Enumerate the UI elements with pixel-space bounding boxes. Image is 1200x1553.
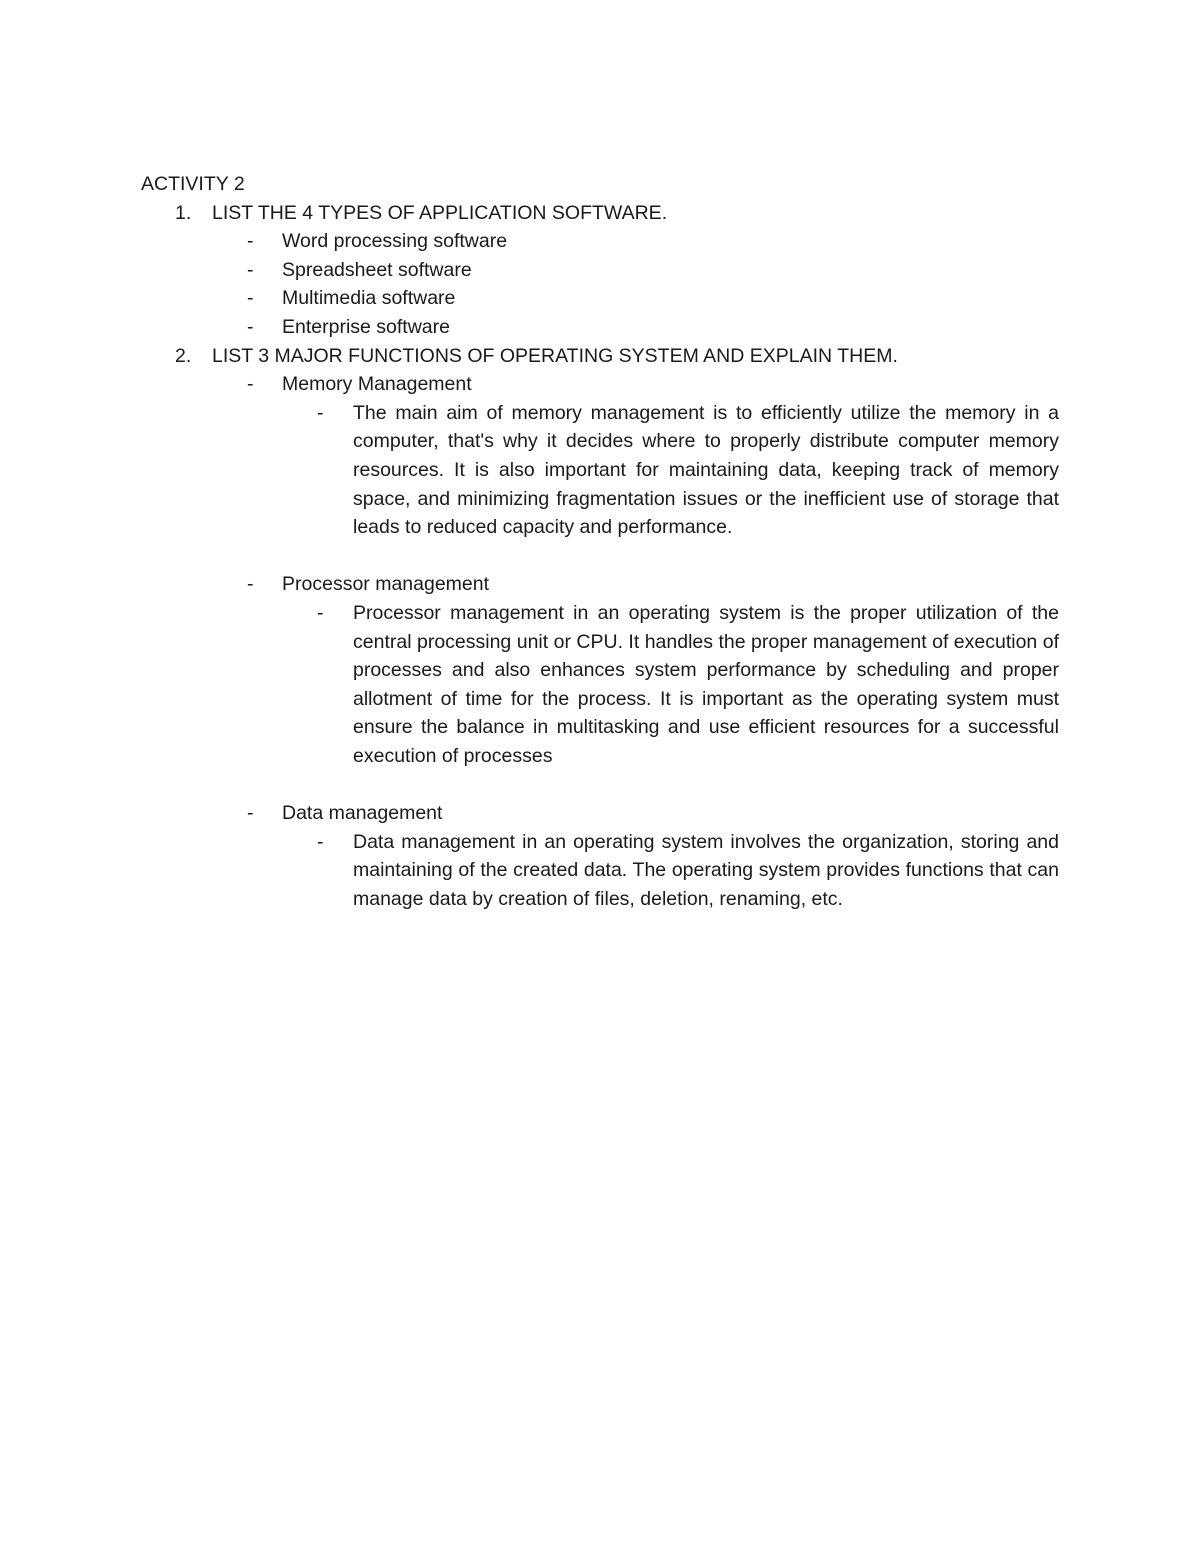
paragraph-gap <box>141 770 1059 799</box>
software-type-label: Word processing software <box>282 230 508 253</box>
document-body <box>141 170 1059 913</box>
function-name: Data management <box>282 802 443 825</box>
function-heading <box>141 370 1059 399</box>
function-name: Memory Management <box>282 373 472 396</box>
question-1-number: 1. <box>175 201 192 224</box>
bullet-dash: - <box>247 287 254 310</box>
software-type-label: Multimedia software <box>282 287 456 310</box>
paragraph-gap <box>141 542 1059 571</box>
function-explanation-text: Processor management in an operating system is the proper utilization of the central processing unit or CPU. It handles the proper management of execution of processes and also enhances system performance by scheduling and proper allotment of time for the process. It is important as the operating system must ensure the balance in multitasking and use efficient resources for a successful execution of processes <box>353 601 1059 767</box>
function-explanation-text: The main aim of memory management is to efficiently utilize the memory in a computer, that's why it decides where to properly distribute computer memory resources. It is also important for maintaining data, keeping track of memory space, and minimizing fragmentation issues or the inefficient use of storage that leads to reduced capacity and performance. <box>353 401 1059 539</box>
question-2-number: 2. <box>175 344 192 367</box>
bullet-dash: - <box>247 258 254 281</box>
function-explanation-block <box>141 399 1059 542</box>
software-type-label: Spreadsheet software <box>282 258 472 281</box>
activity-title: ACTIVITY 2 <box>141 173 245 195</box>
bullet-dash: - <box>317 601 324 624</box>
function-explanation <box>317 828 1059 914</box>
function-explanation-block <box>141 599 1059 771</box>
question-1 <box>141 199 1059 228</box>
list-item <box>141 227 1059 256</box>
bullet-dash: - <box>247 802 254 825</box>
bullet-dash: - <box>247 315 254 338</box>
question-2 <box>141 342 1059 371</box>
function-explanation <box>317 599 1059 771</box>
question-1-text: LIST THE 4 TYPES OF APPLICATION SOFTWARE. <box>212 201 668 224</box>
function-heading <box>141 799 1059 828</box>
list-item <box>141 284 1059 313</box>
bullet-dash: - <box>247 373 254 396</box>
function-name: Processor management <box>282 573 490 596</box>
function-explanation-text: Data management in an operating system involves the organization, storing and maintaining of the created data. The operating system provides functions that can manage data by creation of files, deletion, renaming, etc. <box>353 830 1059 910</box>
list-item <box>141 313 1059 342</box>
function-explanation <box>317 399 1059 542</box>
bullet-dash: - <box>317 401 324 424</box>
bullet-dash: - <box>317 830 324 853</box>
bullet-dash: - <box>247 573 254 596</box>
list-item <box>141 256 1059 285</box>
bullet-dash: - <box>247 230 254 253</box>
question-2-text: LIST 3 MAJOR FUNCTIONS OF OPERATING SYSTEM AND EXPLAIN THEM. <box>212 344 898 367</box>
function-explanation-block <box>141 828 1059 914</box>
software-type-label: Enterprise software <box>282 315 450 338</box>
function-heading <box>141 570 1059 599</box>
